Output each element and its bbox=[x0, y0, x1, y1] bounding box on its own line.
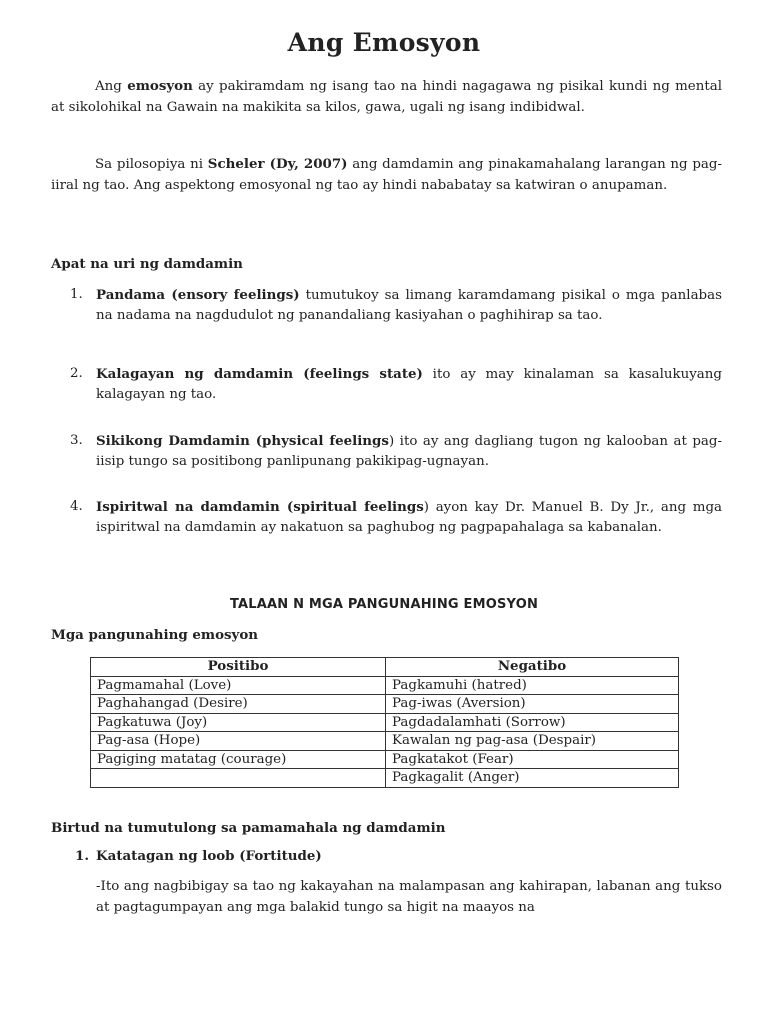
table-cell: Pagdadalamhati (Sorrow) bbox=[386, 713, 679, 732]
table-cell: Pagkamuhi (hatred) bbox=[386, 676, 679, 695]
list-item-term: Kalagayan ng damdamin (feelings state) bbox=[96, 366, 423, 382]
list-item-body bbox=[96, 364, 722, 405]
list-item-body bbox=[96, 431, 722, 472]
list-item-term: Ispiritwal na damdamin (spiritual feelings bbox=[96, 499, 424, 515]
intro-p2-bold: Scheler (Dy, 2007) bbox=[207, 156, 348, 172]
table-row bbox=[91, 713, 679, 732]
intro-p1-post: ay pakiramdam ng isang tao na hindi nagagawa ng pisikal kundi ng mental at sikolohikal na Gawain na makikita sa kilos, gawa, ugali ng isang indibidwal. bbox=[51, 79, 722, 115]
list-item-number: 3. bbox=[70, 433, 83, 448]
virtues-heading: Birtud na tumutulong sa pamamahala ng damdamin bbox=[51, 820, 446, 836]
list-item-text: tumutukoy sa limang karamdamang pisikal o mga panlabas na nadama na nagdudulot ng panandaliang kasiyahan o paghihirap sa tao. bbox=[96, 288, 722, 323]
intro-p1-bold: emosyon bbox=[127, 78, 193, 94]
list-item-body bbox=[96, 285, 722, 326]
table-cell: Pagmamahal (Love) bbox=[91, 676, 386, 695]
table-row bbox=[91, 732, 679, 751]
column-header-negative: Negatibo bbox=[386, 658, 679, 677]
virtue-item-number: 1. bbox=[75, 848, 89, 864]
table-cell: Pagiging matatag (courage) bbox=[91, 750, 386, 769]
intro-paragraph-2 bbox=[51, 154, 722, 196]
table-row bbox=[91, 695, 679, 714]
list-item-number: 1. bbox=[70, 287, 83, 302]
list-item-text: ) ito ay ang dagliang tugon ng kalooban at pag-iisip tungo sa positibong panlipunang pakikipag-ugnayan. bbox=[96, 434, 722, 469]
table-cell: Pagkatuwa (Joy) bbox=[91, 713, 386, 732]
intro-p1-pre: Ang bbox=[95, 79, 128, 94]
list-item-term: Sikikong Damdamin (physical feelings bbox=[96, 433, 389, 449]
table-cell: Pag-asa (Hope) bbox=[91, 732, 386, 751]
intro-p2-post: ang damdamin ang pinakamahalang larangan ng pag-iiral ng tao. Ang aspektong emosyonal ng tao ay hindi nababatay sa katwiran o anupaman. bbox=[51, 157, 723, 193]
table-cell: Pag-iwas (Aversion) bbox=[386, 695, 679, 714]
list-item-body bbox=[96, 497, 722, 538]
virtue-item-label: Katatagan ng loob (Fortitude) bbox=[96, 848, 322, 864]
list-item-text: ) ayon kay Dr. Manuel B. Dy Jr., ang mga ispiritwal na damdamin ay nakatuon sa paghubog ng pagpapahalaga sa kabanalan. bbox=[96, 500, 723, 535]
list-item-term: Pandama (ensory feelings) bbox=[96, 287, 300, 303]
intro-p2-pre: Sa pilosopiya ni bbox=[95, 157, 208, 172]
virtue-item-description: -Ito ang nagbibigay sa tao ng kakayahan na malampasan ang kahirapan, labanan ang tukso at pagtagumpayan ang mga balakid tungo sa higit na maayos na bbox=[96, 879, 722, 915]
table-cell bbox=[91, 769, 386, 788]
types-heading: Apat na uri ng damdamin bbox=[51, 256, 243, 272]
table-header-row bbox=[91, 658, 679, 677]
emotions-table bbox=[90, 657, 679, 788]
table-cell: Kawalan ng pag-asa (Despair) bbox=[386, 732, 679, 751]
list-item bbox=[70, 364, 722, 405]
table-row bbox=[91, 676, 679, 695]
list-item bbox=[70, 431, 722, 472]
table-row bbox=[91, 769, 679, 788]
list-item-number: 4. bbox=[70, 499, 83, 514]
page-title: Ang Emosyon bbox=[287, 28, 481, 57]
table-cell: Paghahangad (Desire) bbox=[91, 695, 386, 714]
list-item-text: ito ay may kinalaman sa kasalukuyang kalagayan ng tao. bbox=[96, 367, 722, 402]
table-row bbox=[91, 750, 679, 769]
column-header-positive: Positibo bbox=[91, 658, 386, 677]
table-cell: Pagkatakot (Fear) bbox=[386, 750, 679, 769]
table-section-heading: TALAAN N MGA PANGUNAHING EMOSYON bbox=[229, 597, 539, 612]
table-cell: Pagkagalit (Anger) bbox=[386, 769, 679, 788]
list-item bbox=[70, 497, 722, 538]
list-item-number: 2. bbox=[70, 366, 83, 381]
virtue-item-title bbox=[75, 848, 322, 864]
list-item bbox=[70, 285, 722, 326]
intro-paragraph-1 bbox=[51, 76, 722, 118]
table-subheading: Mga pangunahing emosyon bbox=[51, 627, 258, 643]
